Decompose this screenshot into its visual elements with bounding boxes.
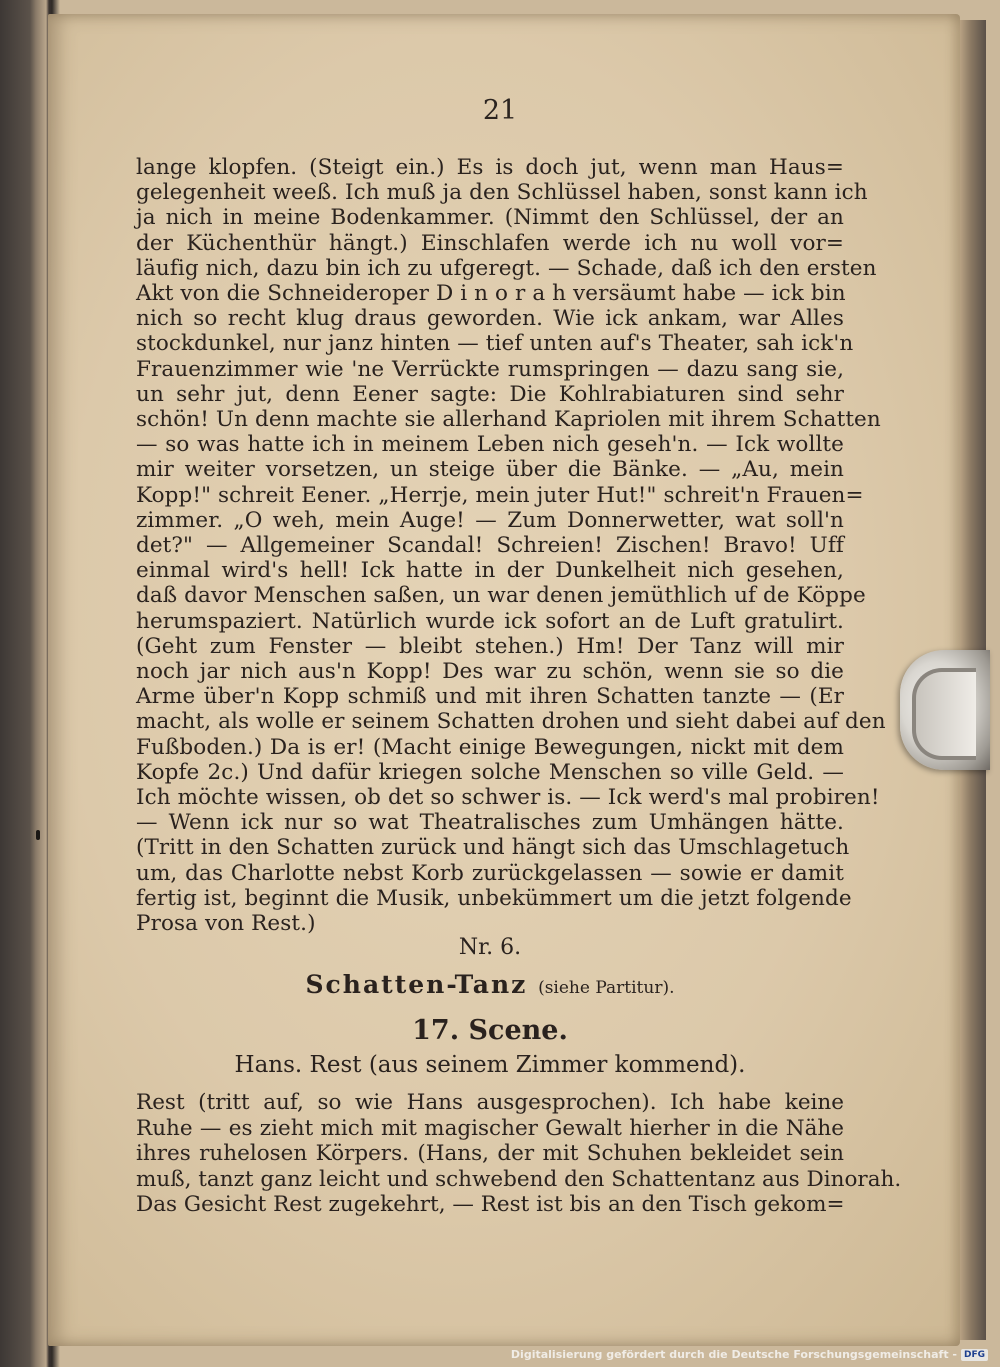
text-line: fertig ist, beginnt die Musik, unbekümmert um die jetzt folgende [136,885,852,911]
text-line: — so was hatte ich in meinem Leben nich geseh'n. — Ick wollte [136,432,844,458]
dance-title: Schatten-Tanz [305,970,528,999]
text-line: Ich möchte wissen, ob det so schwer is. — Ick werd's mal probiren! [136,785,880,811]
page-number: 21 [482,95,518,126]
text-line: Kopp!" schreit Eener. „Herrje, mein juter Hut!" schreit'n Frauen= [136,482,864,508]
text-line: der Küchenthür hängt.) Einschlafen werde ich nu woll vor= [136,230,844,256]
paper-clip [900,650,990,770]
text-line: Das Gesicht Rest zugekehrt, — Rest ist bis an den Tisch gekom= [136,1192,845,1217]
scene-title: 17. Scene. [412,1015,568,1046]
text-line: einmal wird's hell! Ick hatte in der Dunkelheit nich gesehen, [136,558,844,584]
text-line: gelegenheit weeß. Ich muß ja den Schlüssel haben, sonst kann ich [136,180,868,206]
text-line: ja nich in meine Bodenkammer. (Nimmt den Schlüssel, der an [136,205,844,231]
text-line: daß davor Menschen saßen, un war denen jemüthlich uf de Köppe [136,583,866,609]
text-line: nich so recht klug draus geworden. Wie ick ankam, war Alles [136,306,844,332]
text-line: muß, tanzt ganz leicht und schwebend den Schattentanz aus Dinorah. [136,1166,902,1192]
main-text [136,155,886,937]
text-line: macht, als wolle er seinem Schatten drohen und sieht dabei auf den [136,709,886,735]
footer-text: Digitalisierung gefördert durch die Deutsche Forschungsgemeinschaft - [510,1348,957,1361]
text-line: Akt von die Schneideroper D i n o r a h versäumt habe — ick bin [136,281,846,307]
text-line: — Wenn ick nur so wat Theatralisches zum Umhängen hätte. [136,810,844,836]
text-line: schön! Un denn machte sie allerhand Kapriolen mit ihrem Schatten [136,407,881,433]
text-line: un sehr jut, denn Eener sagte: Die Kohlrabiaturen sind sehr [136,381,844,407]
text-line: läufig nich, dazu bin ich zu ufgeregt. — Schade, daß ich den ersten [136,255,877,281]
text-line: Arme über'n Kopp schmiß und mit ihren Schatten tanzte — (Er [136,684,844,710]
dance-heading [136,970,844,999]
text-line: ihres ruhelosen Körpers. (Hans, der mit Schuhen bekleidet sein [136,1141,844,1166]
dance-note: (siehe Partitur). [538,978,675,998]
text-line: Ruhe — es zieht mich mit magischer Gewalt hierher in die Nähe [136,1115,844,1141]
digitization-footer [511,1348,988,1361]
text-line: noch jar nich aus'n Kopp! Des war zu schön, wenn sie so die [136,659,844,685]
text-line: Fußboden.) Da is er! (Macht einige Bewegungen, nickt mit dem [136,734,844,760]
text-line: (Tritt in den Schatten zurück und hängt sich das Umschlagetuch [136,835,850,861]
text-line: lange klopfen. (Steigt ein.) Es is doch jut, wenn man Haus= [136,155,844,180]
text-line: det?" — Allgemeiner Scandal! Schreien! Zischen! Bravo! Uff [136,533,844,559]
text-line: stockdunkel, nur janz hinten — tief unten auf's Theater, sah ick'n [136,331,854,357]
text-line: zimmer. „O weh, mein Auge! — Zum Donnerwetter, wat soll'n [136,507,844,533]
text-line: Frauenzimmer wie 'ne Verrückte rumspringen — dazu sang sie, [136,356,844,382]
text-line: Prosa von Rest.) [136,911,316,937]
text-line: Rest (tritt auf, so wie Hans ausgesprochen). Ich habe keine [136,1090,844,1115]
text-line: um, das Charlotte nebst Korb zurückgelassen — sowie er damit [136,860,844,886]
scene-text [136,1090,902,1218]
dfg-logo: DFG [961,1349,988,1361]
text-line: mir weiter vorsetzen, un steige über die Bänke. — „Au, mein [136,457,844,483]
number-label: Nr. 6. [458,935,522,960]
text-line: herumspaziert. Natürlich wurde ick sofort an de Luft gratulirt. [136,608,844,634]
text-line: Kopfe 2c.) Und dafür kriegen solche Menschen so ville Geld. — [136,759,844,785]
stage-direction: Hans. Rest (aus seinem Zimmer kommend). [234,1052,746,1078]
text-line: (Geht zum Fenster — bleibt stehen.) Hm! Der Tanz will mir [136,633,844,659]
